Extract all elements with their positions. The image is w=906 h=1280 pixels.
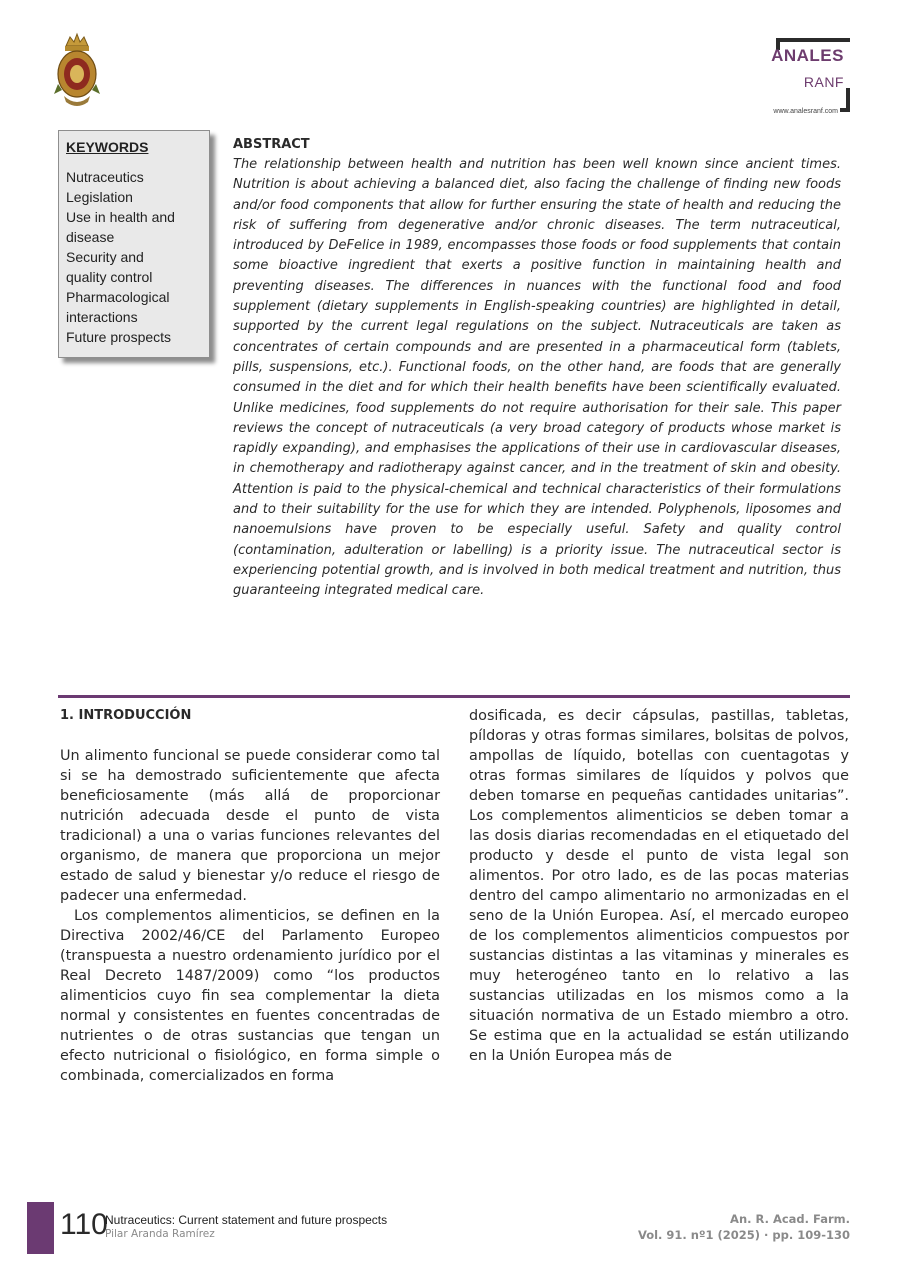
section-divider (58, 695, 850, 698)
logo-subtitle: RANF (803, 74, 844, 90)
footer-volume-info: Vol. 91. nº1 (2025) · pp. 109-130 (637, 1228, 850, 1242)
keywords-list (66, 167, 209, 347)
section-heading: 1. INTRODUCCIÓN (60, 708, 192, 723)
abstract-heading: ABSTRACT (233, 137, 310, 152)
abstract-section (233, 135, 841, 602)
academy-crest-emblem (52, 32, 102, 110)
keyword-item: Pharmacological (66, 289, 170, 305)
body-paragraph: dosificada, es decir cápsulas, pastillas, tabletas, píldoras y otras formas similares, bolsitas de polvos, ampollas de líquido, botellas con cuentagotas y otras formas similares de líquidos y polvos que deben tomarse en pequeñas cantidades unitarias”. Los complementos alimenticios se deben tomar a las dosis diarias recomendadas en el etiquetado del producto y desde el punto de vista legal son alimentos. Por otro lado, es de las pocas materias dentro del campo alimentario no armonizadas en el seno de la Unión Europea. Así, el mercado europeo de los complementos alimenticios compuestos por sustancias distintas a las vitaminas y minerales es muy heterogéneo tanto en lo relativo a las sustancias utilizadas en los mismos como a la situación normativa de un Estado miembro a otro. Se estima que en la actualidad se están utilizando en la Unión Europea más de (469, 708, 849, 1064)
keyword-item: disease (66, 229, 115, 245)
keyword-item: Nutraceutics (66, 169, 144, 185)
footer-journal-name: An. R. Acad. Farm. (730, 1212, 850, 1226)
logo-bracket-bottom-right (840, 88, 850, 112)
page-number: 110 (60, 1208, 108, 1241)
keyword-item: Security and (66, 249, 144, 265)
keyword-item: quality control (66, 269, 153, 285)
keywords-title: KEYWORDS (66, 139, 149, 155)
keyword-item: Future prospects (66, 329, 172, 345)
logo-url: www.analesranf.com (773, 108, 838, 115)
footer-accent-bar (27, 1202, 54, 1254)
logo-title: ANALES (771, 46, 844, 65)
running-title: Nutraceutics: Current statement and future prospects (105, 1213, 388, 1227)
body-paragraph: Un alimento funcional se puede considerar como tal si se ha demostrado suficientemente que afecta beneficiosamente (más allá de proporcionar nutrición adecuada desde el punto de vista tradicional) a una o varias funciones relevantes del organismo, de manera que proporciona un mejor estado de salud y bienestar y/o reduce el riesgo de padecer una enfermedad. (60, 748, 440, 904)
body-column-left (60, 706, 440, 1086)
journal-logo (746, 38, 850, 122)
body-column-right (469, 706, 849, 1066)
abstract-text: The relationship between health and nutrition has been well known since ancient times. Nutrition is about achieving a balanced diet, also facing the challenge of finding new foods and/or food components that allow for further ensuring the state of health and reducing the risk of suffering from degenerative and/or chronic diseases. The term nutraceutical, introduced by DeFelice in 1989, encompasses those foods or food supplements that contain some bioactive ingredient that exerts a positive function in maintaining health and preventing diseases. The differences in nuances with the functional food and food supplement (dietary supplements in English-speaking countries) are highlighted in detail, supported by the current legal regulations on the subject. Nutraceuticals are taken as concentrates of certain compounds and are presented in a pharmaceutical form (tablets, pills, suspensions, etc.). Functional foods, on the other hand, are foods that are generally consumed in the diet and for which their health benefits have been scientifically evaluated. Unlike medicines, food supplements do not require authorisation for their sale. This paper reviews the concept of nutraceuticals (a very broad category of products whose market is rapidly expanding), and emphasises the applications of their use in cardiovascular diseases, in chemotherapy and radiotherapy against cancer, and in the treatment of skin and obesity. Attention is paid to the physical-chemical and technical characteristics of their formulations and to their suitability for the use for which they are intended. Polyphenols, liposomes and nanoemulsions have proven to be especially useful. Safety and quality control (contamination, adulteration or labelling) is a priority issue. The nutraceutical sector is experiencing potential growth, and is involved in both medical treatment and nutrition, thus guaranteeing integrated medical care. (233, 157, 841, 599)
keyword-item: Use in health and (66, 209, 175, 225)
body-paragraph: Los complementos alimenticios, se definen en la Directiva 2002/46/CE del Parlamento Europeo (transpuesta a nuestro ordenamiento jurídico por el Real Decreto 1487/2009) como “los productos alimenticios cuyo fin sea complementar la dieta normal y consistentes en fuentes concentradas de nutrientes o de otras sustancias que tengan un efecto nutricional o fisiológico, en forma simple o combinada, comercializados en forma (60, 908, 440, 1084)
keyword-item: Legislation (66, 189, 133, 205)
keywords-box (58, 130, 210, 358)
keyword-item: interactions (66, 309, 138, 325)
running-author: Pilar Aranda Ramírez (105, 1228, 215, 1240)
